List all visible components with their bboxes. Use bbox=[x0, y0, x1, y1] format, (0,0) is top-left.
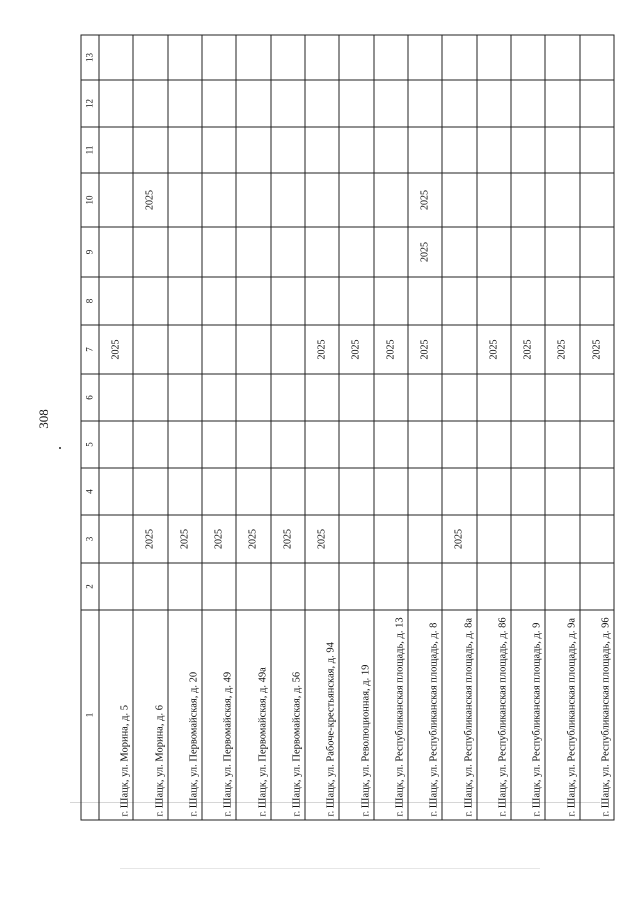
year-cell: 2025 bbox=[442, 515, 476, 563]
year-cell bbox=[305, 80, 339, 127]
year-cell bbox=[202, 325, 236, 374]
year-cell: 2025 bbox=[271, 515, 305, 563]
year-cell bbox=[168, 374, 202, 421]
year-cell bbox=[99, 421, 133, 468]
year-cell bbox=[580, 127, 614, 173]
table-row bbox=[305, 35, 339, 820]
year-cell bbox=[580, 227, 614, 277]
year-cell bbox=[477, 35, 511, 80]
table-body bbox=[99, 35, 614, 820]
year-cell: 2025 bbox=[236, 515, 270, 563]
address-cell: г. Шацк, ул. Первомайская, д. 56 bbox=[271, 610, 305, 820]
year-cell bbox=[133, 227, 167, 277]
year-cell bbox=[374, 35, 408, 80]
address-cell: г. Шацк, ул. Республиканская площадь, д. 9 bbox=[511, 610, 545, 820]
year-cell bbox=[545, 421, 579, 468]
year-cell bbox=[99, 227, 133, 277]
table-row bbox=[408, 35, 442, 820]
year-cell bbox=[133, 35, 167, 80]
address-cell: г. Шацк, ул. Республиканская площадь, д. 86 bbox=[477, 610, 511, 820]
year-cell bbox=[133, 374, 167, 421]
column-header: 3 bbox=[81, 515, 99, 563]
year-cell bbox=[202, 80, 236, 127]
column-header: 6 bbox=[81, 374, 99, 421]
year-cell: 2025 bbox=[545, 325, 579, 374]
column-header: 4 bbox=[81, 468, 99, 515]
year-cell bbox=[271, 277, 305, 325]
year-cell: 2025 bbox=[133, 515, 167, 563]
year-cell bbox=[99, 173, 133, 227]
year-cell bbox=[511, 374, 545, 421]
table-row bbox=[271, 35, 305, 820]
year-cell bbox=[442, 173, 476, 227]
year-cell bbox=[374, 80, 408, 127]
table-row bbox=[133, 35, 167, 820]
year-cell bbox=[305, 374, 339, 421]
year-cell bbox=[99, 35, 133, 80]
year-cell bbox=[545, 515, 579, 563]
year-cell bbox=[545, 374, 579, 421]
year-cell bbox=[545, 80, 579, 127]
year-cell bbox=[511, 35, 545, 80]
year-cell bbox=[236, 35, 270, 80]
header-row bbox=[81, 35, 99, 820]
year-cell bbox=[202, 563, 236, 610]
year-cell bbox=[580, 515, 614, 563]
year-cell bbox=[442, 563, 476, 610]
year-cell bbox=[511, 421, 545, 468]
year-cell bbox=[271, 374, 305, 421]
year-cell bbox=[511, 515, 545, 563]
year-cell bbox=[168, 421, 202, 468]
year-cell bbox=[271, 127, 305, 173]
scan-speck bbox=[59, 447, 61, 449]
year-cell bbox=[477, 468, 511, 515]
year-cell bbox=[339, 127, 373, 173]
year-cell bbox=[580, 35, 614, 80]
year-cell bbox=[305, 421, 339, 468]
address-cell: г. Шацк, ул. Первомайская, д. 49 bbox=[202, 610, 236, 820]
year-cell: 2025 bbox=[477, 325, 511, 374]
year-cell bbox=[580, 173, 614, 227]
year-cell bbox=[271, 227, 305, 277]
year-cell bbox=[374, 468, 408, 515]
column-header: 1 bbox=[81, 610, 99, 820]
year-cell bbox=[168, 173, 202, 227]
year-cell bbox=[236, 325, 270, 374]
year-cell bbox=[99, 127, 133, 173]
data-table bbox=[81, 35, 615, 821]
year-cell bbox=[99, 80, 133, 127]
year-cell bbox=[236, 127, 270, 173]
year-cell bbox=[408, 35, 442, 80]
year-cell: 2025 bbox=[99, 325, 133, 374]
year-cell bbox=[442, 374, 476, 421]
table-row bbox=[168, 35, 202, 820]
address-cell: г. Шацк, ул. Первомайская, д. 49а bbox=[236, 610, 270, 820]
year-cell bbox=[477, 374, 511, 421]
year-cell bbox=[305, 35, 339, 80]
year-cell bbox=[99, 515, 133, 563]
year-cell bbox=[236, 227, 270, 277]
table-row bbox=[202, 35, 236, 820]
year-cell bbox=[511, 277, 545, 325]
year-cell bbox=[133, 468, 167, 515]
year-cell bbox=[545, 227, 579, 277]
year-cell bbox=[477, 127, 511, 173]
year-cell bbox=[408, 421, 442, 468]
year-cell: 2025 bbox=[408, 227, 442, 277]
year-cell bbox=[477, 563, 511, 610]
year-cell bbox=[511, 80, 545, 127]
year-cell bbox=[339, 421, 373, 468]
year-cell bbox=[511, 468, 545, 515]
year-cell: 2025 bbox=[133, 173, 167, 227]
year-cell bbox=[99, 277, 133, 325]
year-cell bbox=[202, 468, 236, 515]
year-cell bbox=[133, 127, 167, 173]
year-cell bbox=[580, 468, 614, 515]
year-cell bbox=[580, 80, 614, 127]
address-cell: г. Шацк, ул. Республиканская площадь, д. 13 bbox=[374, 610, 408, 820]
year-cell bbox=[133, 421, 167, 468]
year-cell bbox=[442, 421, 476, 468]
address-cell: г. Шацк, ул. Морина, д. 5 bbox=[99, 610, 133, 820]
column-header: 7 bbox=[81, 325, 99, 374]
year-cell bbox=[202, 277, 236, 325]
year-cell bbox=[477, 515, 511, 563]
year-cell bbox=[168, 563, 202, 610]
year-cell bbox=[477, 80, 511, 127]
year-cell: 2025 bbox=[374, 325, 408, 374]
year-cell bbox=[511, 173, 545, 227]
table-row bbox=[511, 35, 545, 820]
year-cell bbox=[339, 173, 373, 227]
year-cell bbox=[511, 563, 545, 610]
year-cell bbox=[271, 173, 305, 227]
table-row bbox=[99, 35, 133, 820]
year-cell bbox=[477, 173, 511, 227]
year-cell bbox=[374, 515, 408, 563]
year-cell bbox=[408, 374, 442, 421]
year-cell bbox=[580, 421, 614, 468]
year-cell bbox=[236, 80, 270, 127]
year-cell bbox=[442, 35, 476, 80]
year-cell bbox=[442, 468, 476, 515]
year-cell bbox=[545, 127, 579, 173]
year-cell bbox=[477, 421, 511, 468]
address-cell: г. Шацк, ул. Республиканская площадь, д. 8 bbox=[408, 610, 442, 820]
year-cell bbox=[374, 173, 408, 227]
year-cell bbox=[236, 468, 270, 515]
year-cell: 2025 bbox=[511, 325, 545, 374]
year-cell: 2025 bbox=[168, 515, 202, 563]
table-row bbox=[236, 35, 270, 820]
year-cell bbox=[305, 127, 339, 173]
year-cell bbox=[305, 173, 339, 227]
year-cell bbox=[133, 325, 167, 374]
address-cell: г. Шацк, ул. Революционная, д. 19 bbox=[339, 610, 373, 820]
year-cell bbox=[133, 277, 167, 325]
year-cell bbox=[271, 468, 305, 515]
year-cell bbox=[168, 468, 202, 515]
year-cell bbox=[545, 277, 579, 325]
year-cell bbox=[339, 277, 373, 325]
year-cell bbox=[339, 35, 373, 80]
year-cell bbox=[202, 127, 236, 173]
year-cell bbox=[545, 173, 579, 227]
year-cell bbox=[408, 468, 442, 515]
year-cell bbox=[236, 173, 270, 227]
column-header: 8 bbox=[81, 277, 99, 325]
year-cell bbox=[408, 277, 442, 325]
column-header: 10 bbox=[81, 173, 99, 227]
year-cell bbox=[271, 563, 305, 610]
year-cell bbox=[339, 80, 373, 127]
year-cell bbox=[442, 277, 476, 325]
year-cell bbox=[374, 563, 408, 610]
table-row bbox=[374, 35, 408, 820]
year-cell bbox=[339, 227, 373, 277]
year-cell bbox=[168, 277, 202, 325]
address-cell: г. Шацк, ул. Республиканская площадь, д. 8а bbox=[442, 610, 476, 820]
year-cell bbox=[442, 80, 476, 127]
rotated-table-container bbox=[81, 36, 615, 821]
year-cell bbox=[339, 374, 373, 421]
scan-edge-noise bbox=[120, 868, 540, 869]
year-cell bbox=[580, 277, 614, 325]
year-cell bbox=[305, 277, 339, 325]
year-cell bbox=[305, 563, 339, 610]
year-cell bbox=[133, 80, 167, 127]
year-cell bbox=[168, 325, 202, 374]
column-header: 12 bbox=[81, 80, 99, 127]
year-cell bbox=[305, 468, 339, 515]
year-cell bbox=[374, 421, 408, 468]
column-header: 13 bbox=[81, 35, 99, 80]
address-cell: г. Шацк, ул. Первомайская, д. 20 bbox=[168, 610, 202, 820]
year-cell bbox=[202, 374, 236, 421]
table-row bbox=[339, 35, 373, 820]
table-row bbox=[580, 35, 614, 820]
address-cell: г. Шацк, ул. Морина, д. 6 bbox=[133, 610, 167, 820]
year-cell: 2025 bbox=[202, 515, 236, 563]
table-frame bbox=[80, 36, 614, 821]
year-cell: 2025 bbox=[305, 325, 339, 374]
year-cell bbox=[168, 80, 202, 127]
year-cell bbox=[545, 35, 579, 80]
year-cell: 2025 bbox=[580, 325, 614, 374]
year-cell bbox=[580, 563, 614, 610]
year-cell bbox=[339, 515, 373, 563]
year-cell: 2025 bbox=[408, 325, 442, 374]
year-cell bbox=[408, 80, 442, 127]
year-cell bbox=[168, 127, 202, 173]
year-cell bbox=[305, 227, 339, 277]
year-cell bbox=[133, 563, 167, 610]
year-cell bbox=[271, 325, 305, 374]
year-cell bbox=[374, 374, 408, 421]
year-cell bbox=[236, 374, 270, 421]
year-cell bbox=[477, 277, 511, 325]
year-cell bbox=[511, 127, 545, 173]
year-cell bbox=[339, 468, 373, 515]
table-row bbox=[477, 35, 511, 820]
table-row bbox=[545, 35, 579, 820]
year-cell bbox=[236, 563, 270, 610]
year-cell bbox=[408, 563, 442, 610]
year-cell bbox=[580, 374, 614, 421]
year-cell bbox=[545, 563, 579, 610]
year-cell bbox=[477, 227, 511, 277]
year-cell bbox=[408, 127, 442, 173]
year-cell bbox=[408, 515, 442, 563]
column-header: 5 bbox=[81, 421, 99, 468]
address-cell: г. Шацк, ул. Республиканская площадь, д. 96 bbox=[580, 610, 614, 820]
year-cell bbox=[442, 227, 476, 277]
year-cell bbox=[99, 468, 133, 515]
year-cell bbox=[202, 173, 236, 227]
year-cell bbox=[236, 277, 270, 325]
page-number: 308 bbox=[36, 409, 51, 429]
column-header: 11 bbox=[81, 127, 99, 173]
address-cell: г. Шацк, ул. Рабоче-крестьянская, д. 94 bbox=[305, 610, 339, 820]
year-cell bbox=[202, 35, 236, 80]
year-cell bbox=[271, 35, 305, 80]
year-cell bbox=[236, 421, 270, 468]
year-cell bbox=[545, 468, 579, 515]
year-cell bbox=[271, 80, 305, 127]
year-cell bbox=[511, 227, 545, 277]
year-cell bbox=[339, 563, 373, 610]
year-cell bbox=[271, 421, 305, 468]
year-cell bbox=[99, 374, 133, 421]
year-cell: 2025 bbox=[339, 325, 373, 374]
column-header: 9 bbox=[81, 227, 99, 277]
year-cell: 2025 bbox=[305, 515, 339, 563]
year-cell bbox=[442, 325, 476, 374]
year-cell bbox=[374, 277, 408, 325]
year-cell bbox=[442, 127, 476, 173]
address-cell: г. Шацк, ул. Республиканская площадь, д. 9а bbox=[545, 610, 579, 820]
year-cell bbox=[374, 127, 408, 173]
year-cell bbox=[168, 35, 202, 80]
year-cell bbox=[202, 227, 236, 277]
table-row bbox=[442, 35, 476, 820]
year-cell: 2025 bbox=[408, 173, 442, 227]
column-header: 2 bbox=[81, 563, 99, 610]
year-cell bbox=[374, 227, 408, 277]
year-cell bbox=[202, 421, 236, 468]
year-cell bbox=[168, 227, 202, 277]
year-cell bbox=[99, 563, 133, 610]
